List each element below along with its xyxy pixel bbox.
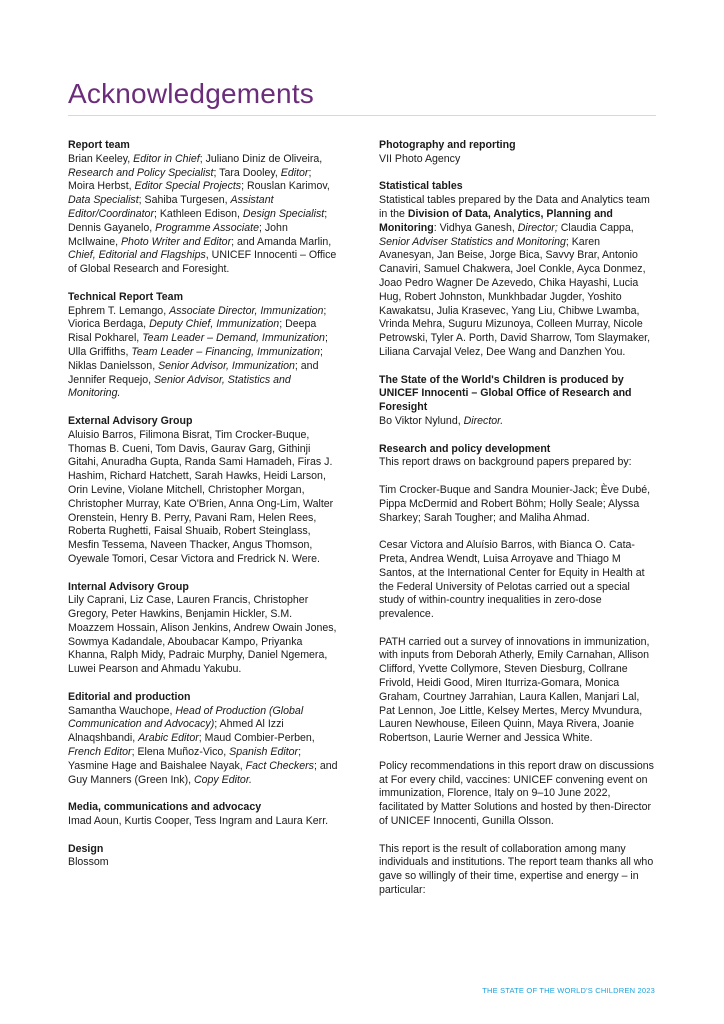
left-column [68, 139, 340, 884]
design-section [68, 843, 340, 871]
section-heading: Technical Report Team [68, 290, 183, 303]
produced-by-text: Bo Viktor Nylund, Director. [379, 414, 504, 427]
research-paragraph: Policy recommendations in this report draw on discussions at For every child, vaccines: UNICEF convening event on immunization, Florence, Italy on 9–10 June 2022, facilitated by Matter Solutions and hosted by then-Director of UNICEF Innocenti, Gunilla Olsson. [379, 759, 654, 828]
external-advisory-section [68, 415, 340, 567]
footer-publication-title: THE STATE OF THE WORLD'S CHILDREN 2023 [482, 986, 655, 995]
media-section [68, 801, 340, 829]
section-heading: Internal Advisory Group [68, 580, 189, 593]
right-column [379, 139, 657, 912]
section-heading: The State of the World's Children is produced by UNICEF Innocenti – Global Office of Research and Foresight [379, 373, 632, 414]
section-heading: Report team [68, 139, 130, 151]
research-paragraph: Cesar Victora and Aluísio Barros, with Bianca O. Cata-Preta, Andrea Wendt, Luisa Arroyave and Thiago M Santos, at the International Center for Equity in Health at the Federal University of Pelotas carried out a special study of within-country inequalities in zero-dose prevalence. [379, 539, 645, 621]
section-heading: Design [68, 842, 104, 855]
research-paragraph: Tim Crocker-Buque and Sandra Mounier-Jack; Ève Dubé, Pippa McDermid and Robert Böhm; Holly Seale; Alyssa Sharkey; Sarah Tougher; and Maliha Ahmad. [379, 483, 651, 524]
section-heading: Photography and reporting [379, 139, 516, 151]
media-text: Imad Aoun, Kurtis Cooper, Tess Ingram and Laura Kerr. [68, 815, 329, 828]
research-paragraph: This report draws on background papers prepared by: [379, 456, 632, 469]
title-divider [68, 115, 656, 116]
produced-by-section [379, 374, 657, 429]
internal-advisory-text: Lily Caprani, Liz Case, Lauren Francis, Christopher Gregory, Peter Hawkins, Benjamin Hickler, S.M. Moazzem Hossain, Alison Jenkins, Andrew Owain Jones, Sowmya Kadandale, Aboubacar Kampo, Priyanka Khanna, Ralph Midy, Padraic Murphy, Daniel Ngemera, Luwei Pearson and Ahmadu Yakubu. [68, 594, 337, 676]
editorial-section [68, 691, 340, 788]
design-text: Blossom [68, 856, 109, 869]
photography-section [379, 139, 657, 167]
section-heading: Research and policy development [379, 442, 551, 455]
technical-team-text: Ephrem T. Lemango, Associate Director, Immunization; Viorica Berdaga, Deputy Chief, Immunization; Deepa Risal Pokharel, Team Leader – Demand, Immunization; Ulla Griffiths, Team Leader – Financing, Immunization; Niklas Danielsson, Senior Advisor, Immunization; and Jennifer Requejo, Senior Advisor, Statistics and Monitoring. [68, 304, 328, 400]
technical-team-section [68, 291, 340, 401]
photography-text: VII Photo Agency [379, 152, 461, 165]
editorial-text: Samantha Wauchope, Head of Production (Global Communication and Advocacy); Ahmed Al Izzi Alnaqshbandi, Arabic Editor; Maud Combier-Perben, French Editor; Elena Muñoz-Vico, Spanish Editor; Yasmine Hage and Baishalee Nayak, Fact Checkers; and Guy Manners (Green Ink), Copy Editor. [68, 704, 338, 786]
statistical-tables-section [379, 180, 657, 359]
statistical-tables-text: Statistical tables prepared by the Data and Analytics team in the Division of Data, Analytics, Planning and Monitoring: Vidhya Ganesh, Director; Claudia Cappa, Senior Adviser Statistics and Monitoring; Karen Avanesyan, Jan Beise, Jorge Bica, Savvy Brar, Antonio Canaviri, Samuel Chakwera, Joel Conkle, Ayca Donmez, Joao Pedro Wagner De Azevedo, Chika Hayashi, Lucia Hug, Robert Johnston, Munkhbadar Jugder, Yoshito Kawakatsu, Julia Krasevec, Yang Liu, Chibwe Lwamba, Vrinda Mehra, Suguru Mizunoya, Colleen Murray, Nicole Petrowski, Tyler A. Porth, David Sharrow, Tom Slaymaker, Liliana Carvajal Velez, Dee Wang and Danzhen You. [379, 194, 651, 358]
research-paragraph: PATH carried out a survey of innovations in immunization, with inputs from Deborah Atherly, Emily Carnahan, Allison Clifford, Yvette Collymore, Steven Diesburg, Collrane Frivold, Heidi Good, Miren Iturriza-Gomara, Monica Graham, Courtney Jarrahian, Laura Kallen, Manjari Lal, Pat Lennon, Joe Little, Kelsey Mertes, Mercy Mvundura, Lauren Newhouse, Eileen Quinn, Maya Rivera, Joanie Robertson, Laurie Werner and Jessica White. [379, 635, 650, 745]
page-title: Acknowledgements [68, 78, 314, 109]
research-paragraph: This report is the result of collaboration among many individuals and institutions. The report team thanks all who gave so willingly of their time, expertise and energy – in particular: [379, 842, 654, 897]
external-advisory-text: Aluisio Barros, Filimona Bisrat, Tim Crocker-Buque, Thomas B. Cueni, Tom Davis, Gaurav Garg, Githinji Gitahi, Anuradha Gupta, Randa Sami Hamadeh, Firas J. Hashim, Richard Hatchett, Sarah Hawks, Heidi Larson, Orin Levine, Violane Mitchell, Christopher Morgan, Christopher Murray, Kate O'Brien, Anna Ong-Lim, Walter Orenstein, Henry B. Perry, Pavani Ram, Helen Rees, Roberta Rughetti, Faisal Shuaib, Robert Steinglass, Mesfin Tessema, Naveen Thacker, Angus Thomson, Oyewale Tomori, Cesar Victora and Fredrick N. Were. [68, 428, 334, 565]
section-heading: Media, communications and advocacy [68, 801, 262, 814]
report-team-section [68, 139, 340, 277]
internal-advisory-section [68, 581, 340, 678]
section-heading: External Advisory Group [68, 414, 193, 427]
report-team-text: Brian Keeley, Editor in Chief; Juliano Diniz de Oliveira, Research and Policy Specialist; Tara Dooley, Editor; Moira Herbst, Editor Special Projects; Rouslan Karimov, Data Specialist; Sahiba Turgesen, Assistant Editor/Coordinator; Kathleen Edison, Design Specialist; Dennis Gayanelo, Programme Associate; John McIlwaine, Photo Writer and Editor; and Amanda Marlin, Chief, Editorial and Flagships, UNICEF Innocenti – Office of Global Research and Foresight. [68, 152, 337, 276]
section-heading: Statistical tables [379, 180, 463, 193]
research-section [379, 443, 657, 898]
section-heading: Editorial and production [68, 690, 191, 703]
